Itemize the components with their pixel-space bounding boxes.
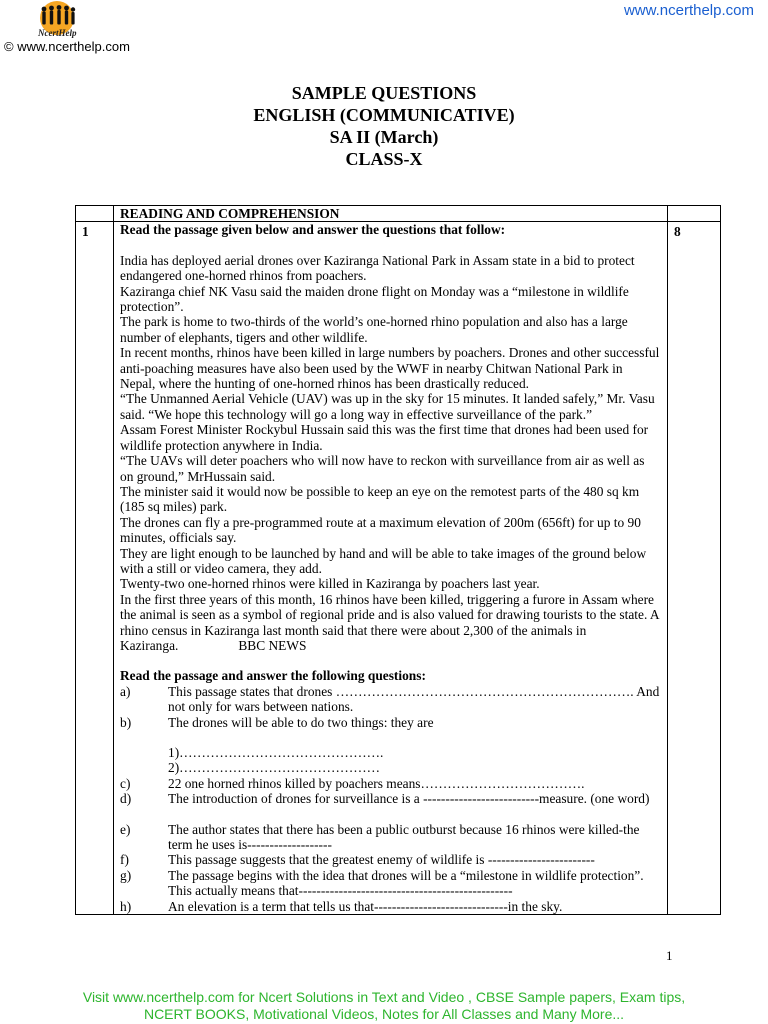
title-line: ENGLISH (COMMUNICATIVE)	[253, 105, 515, 125]
answer-blank: 2)………………………………………	[168, 760, 381, 776]
page-number: 1	[666, 948, 673, 963]
question-item: g) The passage begins with the idea that drones will be a “milestone in wildlife protection”. This actually means that------------------------------------------------	[120, 867, 644, 899]
question-row	[76, 222, 721, 915]
document-title	[0, 82, 768, 170]
logo-wordmark: NcertHelp	[38, 28, 77, 38]
passage-paragraph: Kaziranga chief NK Vasu said the maiden drone flight on Monday was a “milestone in wildlife protection”.	[120, 283, 629, 315]
passage-paragraph: India has deployed aerial drones over Kaziranga National Park in Assam state in a bid to protect endangered one-horned rhinos from poachers.	[120, 252, 635, 284]
passage-paragraph: The minister said it would now be possible to keep an eye on the remotest parts of the 480 sq km (185 sq miles) park.	[120, 483, 640, 515]
question-item: e) The author states that there has been a public outburst because 16 rhinos were killed-the term he uses is-------------------	[120, 821, 640, 853]
passage-paragraph: In the first three years of this month, 16 rhinos have been killed, triggering a furore in Assam where the animal is seen as a symbol of regional pride and is also valued for drawing tourists to the state. A rhino census in Kaziranga last month said that there were about 2,300 of the animals in Kaziranga. BBC NEWS	[120, 591, 659, 653]
footer-line: NCERT BOOKS, Motivational Videos, Notes for All Classes and Many More...	[143, 1006, 625, 1022]
title-line: CLASS-X	[345, 149, 423, 169]
question-item: f) This passage suggests that the greatest enemy of wildlife is ------------------------	[120, 852, 595, 868]
passage-paragraph: Twenty-two one-horned rhinos were killed in Kaziranga by poachers last year.	[120, 576, 540, 592]
passage-source: BBC NEWS	[238, 637, 307, 653]
section-row	[76, 206, 721, 222]
passage-paragraph: The park is home to two-thirds of the world’s one-horned rhino population and also has a large number of elephants, tigers and other wildlife.	[120, 314, 628, 345]
footer-promo	[0, 989, 768, 1023]
passage-paragraph: In recent months, rhinos have been killed in large numbers by poachers. Drones and other successful anti-poaching measures have also been used by the WWF in nearby Chitwan National Park in Nepal, where the hunting of one-horned rhinos has been drastically reduced.	[120, 345, 660, 392]
question-item: c) 22 one horned rhinos killed by poachers means……………………………….	[120, 775, 585, 791]
title-line: SA II (March)	[329, 127, 439, 147]
questions-heading: Read the passage and answer the following questions:	[120, 668, 426, 684]
question-item: d) The introduction of drones for surveillance is a --------------------------measure. (one word)	[120, 791, 650, 807]
title-line: SAMPLE QUESTIONS	[291, 83, 477, 103]
question-item: h) An elevation is a term that tells us that------------------------------in the sky.	[120, 898, 563, 914]
copyright-notice: © www.ncerthelp.com	[4, 39, 130, 54]
section-heading: READING AND COMPREHENSION	[114, 206, 668, 222]
passage	[120, 253, 661, 654]
marks: 8	[668, 222, 721, 915]
question-item: b) The drones will be able to do two things: they are	[120, 714, 434, 730]
passage-paragraph: “The Unmanned Aerial Vehicle (UAV) was up in the sky for 15 minutes. It landed safely,” Mr. Vasu said. “We hope this technology will go a long way in effective surveillance of the park.”	[120, 391, 655, 422]
footer-line: Visit www.ncerthelp.com for Ncert Solutions in Text and Video , CBSE Sample papers, Exam tips,	[82, 989, 686, 1005]
site-link[interactable]: www.ncerthelp.com	[623, 2, 754, 19]
answer-blank: 1)……………………………………….	[168, 745, 384, 760]
question-body	[114, 222, 668, 915]
passage-paragraph: Assam Forest Minister Rockybul Hussain said this was the first time that drones had been used for wildlife protection anywhere in India.	[120, 422, 649, 453]
question-number: 1	[76, 222, 114, 915]
question-item: a) This passage states that drones …………………………………………………………. And not only for wars between nations.	[120, 683, 660, 715]
passage-paragraph: “The UAVs will deter poachers who will now have to reckon with surveillance from air as well as on ground,” MrHussain said.	[120, 453, 645, 484]
passage-paragraph: They are light enough to be launched by hand and will be able to take images of the ground below with a still or video camera, they add.	[120, 545, 647, 576]
question-table	[75, 205, 721, 915]
passage-paragraph: The drones can fly a pre-programmed route at a maximum elevation of 200m (656ft) for up to 90 minutes, officials say.	[120, 514, 641, 546]
instruction: Read the passage given below and answer the questions that follow:	[120, 222, 506, 238]
